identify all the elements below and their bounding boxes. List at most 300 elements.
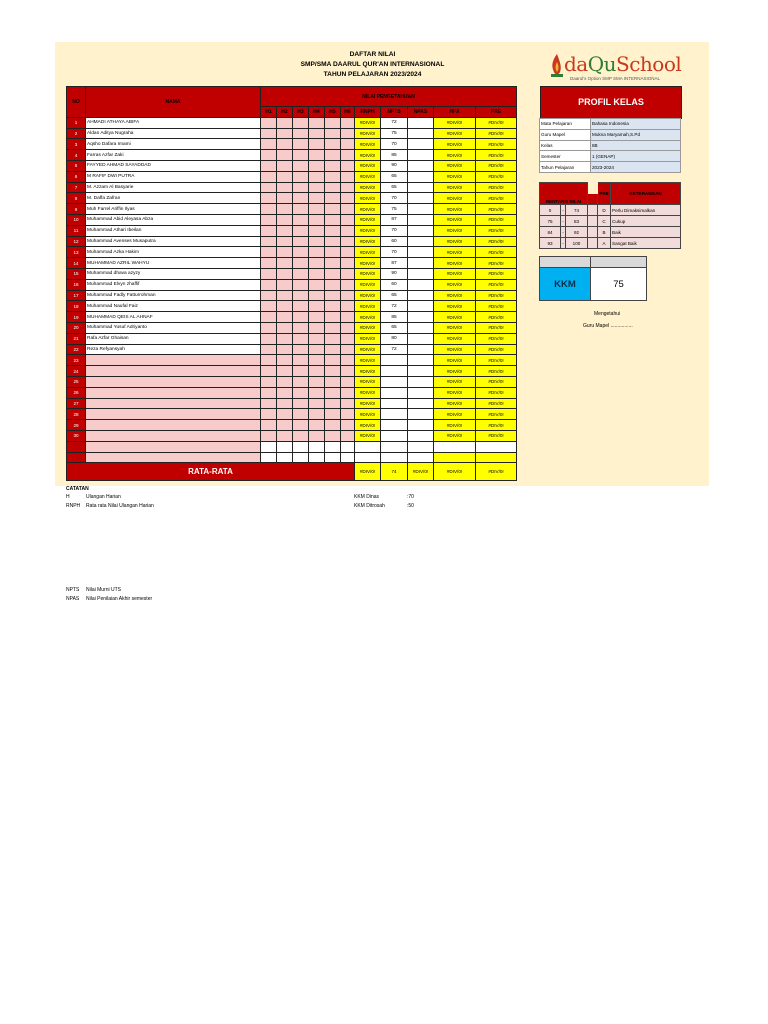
npas-value <box>408 139 434 150</box>
student-name: Muhammad Azka Hakim <box>86 247 261 258</box>
score-h2 <box>277 214 293 225</box>
score-h2 <box>277 430 293 441</box>
npts-value: 87 <box>381 214 408 225</box>
rnph-value: #DIV/0! <box>355 182 381 193</box>
pre-value: #DIV/0! <box>476 387 517 398</box>
score-h5 <box>325 182 341 193</box>
row-number: 30 <box>67 430 86 441</box>
npts-value: 72 <box>381 344 408 355</box>
kkm-dinas-key: KKM Dinas <box>354 494 380 500</box>
predikat-row <box>540 227 681 238</box>
score-h3 <box>293 290 309 301</box>
kkm-dinas-value: :70 <box>407 494 414 500</box>
score-h3 <box>293 214 309 225</box>
row-number: 26 <box>67 387 86 398</box>
range-max: 74 <box>566 205 588 216</box>
score-h6 <box>341 139 355 150</box>
hpa-value: #DIV/0! <box>434 376 476 387</box>
profil-row <box>540 129 681 140</box>
score-h4 <box>309 452 325 463</box>
score-h5 <box>325 387 341 398</box>
note-npts-key: NPTS <box>66 587 80 593</box>
score-h1 <box>261 258 277 269</box>
table-row <box>67 452 517 463</box>
score-h1 <box>261 290 277 301</box>
rnph-value: #DIV/0! <box>355 279 381 290</box>
score-h5 <box>325 441 341 452</box>
hpa-value: #DIV/0! <box>434 290 476 301</box>
score-h4 <box>309 420 325 431</box>
score-h5 <box>325 139 341 150</box>
score-h5 <box>325 225 341 236</box>
hpa-value: #DIV/0! <box>434 204 476 215</box>
score-h5 <box>325 150 341 161</box>
score-h1 <box>261 387 277 398</box>
table-row <box>67 128 517 139</box>
score-h5 <box>325 312 341 323</box>
npts-value: 65 <box>381 182 408 193</box>
score-h3 <box>293 420 309 431</box>
hpa-value: #DIV/0! <box>434 398 476 409</box>
score-h5 <box>325 366 341 377</box>
score-h1 <box>261 333 277 344</box>
row-number: 24 <box>67 366 86 377</box>
col-nama-header: NAMA <box>86 87 261 118</box>
score-h2 <box>277 204 293 215</box>
score-h5 <box>325 409 341 420</box>
rnph-value: #DIV/0! <box>355 225 381 236</box>
row-number <box>67 441 86 452</box>
hpa-value: #DIV/0! <box>434 225 476 236</box>
score-h3 <box>293 387 309 398</box>
score-h1 <box>261 376 277 387</box>
score-h3 <box>293 344 309 355</box>
score-h3 <box>293 409 309 420</box>
row-number: 21 <box>67 333 86 344</box>
score-h6 <box>341 333 355 344</box>
npas-value <box>408 398 434 409</box>
subheader-pre: PRE <box>476 107 517 118</box>
predikat-letter: B <box>598 227 611 238</box>
hpa-value: #DIV/0! <box>434 182 476 193</box>
score-h1 <box>261 214 277 225</box>
student-name: Aldan Aditya Nugraha <box>86 128 261 139</box>
npts-value: 60 <box>381 279 408 290</box>
score-h4 <box>309 322 325 333</box>
score-h6 <box>341 290 355 301</box>
table-row <box>67 441 517 452</box>
student-name <box>86 452 261 463</box>
score-h4 <box>309 150 325 161</box>
hpa-value: #DIV/0! <box>434 268 476 279</box>
npas-value <box>408 290 434 301</box>
score-h2 <box>277 139 293 150</box>
score-h3 <box>293 366 309 377</box>
rnph-value: #DIV/0! <box>355 355 381 366</box>
profil-row <box>540 162 681 173</box>
range-separator: - <box>561 227 566 238</box>
predikat-keterangan: Cukup <box>611 216 681 227</box>
score-h2 <box>277 290 293 301</box>
score-h6 <box>341 322 355 333</box>
profil-key: Mata Pelajaran <box>540 119 591 130</box>
student-name <box>86 398 261 409</box>
npts-value: 65 <box>381 171 408 182</box>
row-number: 17 <box>67 290 86 301</box>
profil-key: Guru Mapel <box>540 129 591 140</box>
score-h1 <box>261 204 277 215</box>
student-name <box>86 441 261 452</box>
profil-row <box>540 119 681 130</box>
range-separator: - <box>561 205 566 216</box>
hpa-value: #DIV/0! <box>434 301 476 312</box>
npas-value <box>408 355 434 366</box>
rnph-value: #DIV/0! <box>355 409 381 420</box>
score-h5 <box>325 268 341 279</box>
range-separator: - <box>561 216 566 227</box>
row-number: 14 <box>67 258 86 269</box>
score-h6 <box>341 247 355 258</box>
npas-value <box>408 409 434 420</box>
score-h5 <box>325 160 341 171</box>
score-h1 <box>261 117 277 128</box>
subheader-npas: NPAS <box>408 107 434 118</box>
npts-value: 90 <box>381 268 408 279</box>
rnph-value: #DIV/0! <box>355 312 381 323</box>
score-h5 <box>325 430 341 441</box>
table-row <box>67 355 517 366</box>
row-number: 22 <box>67 344 86 355</box>
note-npas-key: NPAS <box>66 596 80 602</box>
subheader-h5: H5 <box>325 107 341 118</box>
profil-row <box>540 151 681 162</box>
rnph-value: #DIV/0! <box>355 344 381 355</box>
guru-mapel-sign: Guru Mapel ................ <box>583 323 633 329</box>
profil-value: 2023-2024 <box>591 162 681 173</box>
col-no-header: NO <box>67 87 86 118</box>
table-row <box>67 117 517 128</box>
npts-value: 90 <box>381 160 408 171</box>
hpa-value: #DIV/0! <box>434 236 476 247</box>
npts-value <box>381 409 408 420</box>
pre-value: #DIV/0! <box>476 322 517 333</box>
pre-value: #DIV/0! <box>476 398 517 409</box>
rnph-value: #DIV/0! <box>355 214 381 225</box>
row-number: 29 <box>67 420 86 431</box>
kkm-label: KKM <box>540 268 591 301</box>
note-npts-value: Nilai Murni UTS <box>86 587 122 593</box>
note-rnph-key: RNPH <box>66 503 81 509</box>
row-number: 18 <box>67 301 86 312</box>
score-h3 <box>293 258 309 269</box>
predikat-keterangan: Sangat Baik <box>611 238 681 249</box>
npts-value <box>381 420 408 431</box>
pre-value: #DIV/0! <box>476 344 517 355</box>
score-h2 <box>277 258 293 269</box>
score-h6 <box>341 398 355 409</box>
score-h6 <box>341 258 355 269</box>
score-h1 <box>261 128 277 139</box>
rnph-value: #DIV/0! <box>355 387 381 398</box>
student-name: Aqsho Dafara Imami <box>86 139 261 150</box>
score-h1 <box>261 193 277 204</box>
score-h6 <box>341 301 355 312</box>
pre-value: #DIV/0! <box>476 312 517 323</box>
rnph-value: #DIV/0! <box>355 160 381 171</box>
score-h3 <box>293 139 309 150</box>
table-row <box>67 312 517 323</box>
rnph-value: #DIV/0! <box>355 117 381 128</box>
score-h3 <box>293 150 309 161</box>
note-h-key: H <box>66 494 70 500</box>
score-h3 <box>293 182 309 193</box>
student-name: Rafa Azfar Ghaisan <box>86 333 261 344</box>
score-h2 <box>277 268 293 279</box>
score-h4 <box>309 409 325 420</box>
npas-value <box>408 376 434 387</box>
score-h4 <box>309 344 325 355</box>
range-min: 93 <box>540 238 561 249</box>
pre-value: #DIV/0! <box>476 268 517 279</box>
score-h2 <box>277 366 293 377</box>
student-name: M. Daffa Zafran <box>86 193 261 204</box>
score-h6 <box>341 279 355 290</box>
score-h4 <box>309 268 325 279</box>
rentang-header: RENTANG NILAI <box>540 183 588 205</box>
kkm-value: 75 <box>591 268 647 301</box>
keterangan-header: KETERANGAN <box>611 183 681 205</box>
score-h6 <box>341 204 355 215</box>
score-h5 <box>325 355 341 366</box>
score-h2 <box>277 344 293 355</box>
score-h4 <box>309 355 325 366</box>
score-h3 <box>293 204 309 215</box>
npts-value: 87 <box>381 258 408 269</box>
student-name: FAYYED AHMAD SAYADDAD <box>86 160 261 171</box>
npas-value <box>408 322 434 333</box>
score-h2 <box>277 236 293 247</box>
table-row <box>67 171 517 182</box>
npts-value: 60 <box>381 236 408 247</box>
range-spacer <box>588 238 598 249</box>
table-row <box>67 279 517 290</box>
score-h1 <box>261 430 277 441</box>
score-h3 <box>293 441 309 452</box>
table-row <box>67 214 517 225</box>
pre-value: #DIV/0! <box>476 171 517 182</box>
rnph-value: #DIV/0! <box>355 236 381 247</box>
table-row <box>67 139 517 150</box>
pre-value: #DIV/0! <box>476 139 517 150</box>
hpa-value: #DIV/0! <box>434 117 476 128</box>
profil-value: Mukna Maryamah,S.Pd <box>591 129 681 140</box>
npas-value <box>408 225 434 236</box>
hpa-value: #DIV/0! <box>434 366 476 377</box>
row-number: 23 <box>67 355 86 366</box>
score-h6 <box>341 182 355 193</box>
score-h3 <box>293 279 309 290</box>
npas-value <box>408 452 434 463</box>
score-h6 <box>341 355 355 366</box>
npas-value <box>408 236 434 247</box>
row-number: 3 <box>67 139 86 150</box>
score-h4 <box>309 193 325 204</box>
predikat-letter: A <box>598 238 611 249</box>
npas-value <box>408 279 434 290</box>
table-row <box>67 322 517 333</box>
score-h5 <box>325 344 341 355</box>
rnph-value: #DIV/0! <box>355 193 381 204</box>
score-h1 <box>261 160 277 171</box>
npas-value <box>408 430 434 441</box>
row-number: 10 <box>67 214 86 225</box>
hpa-value: #DIV/0! <box>434 214 476 225</box>
rnph-value: #DIV/0! <box>355 139 381 150</box>
row-number: 15 <box>67 268 86 279</box>
score-h3 <box>293 333 309 344</box>
score-h2 <box>277 193 293 204</box>
avg-npts: 74 <box>381 463 408 481</box>
table-row <box>67 409 517 420</box>
rnph-value: #DIV/0! <box>355 204 381 215</box>
npas-value <box>408 160 434 171</box>
student-name: Muhammad Elvyn zhaffif <box>86 279 261 290</box>
hpa-value: #DIV/0! <box>434 171 476 182</box>
score-h3 <box>293 268 309 279</box>
score-h6 <box>341 420 355 431</box>
score-h3 <box>293 236 309 247</box>
score-h5 <box>325 247 341 258</box>
rnph-value: #DIV/0! <box>355 366 381 377</box>
note-rnph-value: Rata rata Nilai Ulangan Harian <box>86 503 154 509</box>
rnph-value: #DIV/0! <box>355 420 381 431</box>
score-h2 <box>277 333 293 344</box>
score-h1 <box>261 150 277 161</box>
range-separator: - <box>561 238 566 249</box>
score-h5 <box>325 279 341 290</box>
score-h6 <box>341 312 355 323</box>
hpa-value <box>434 452 476 463</box>
kkm-ditrosah-value: :50 <box>407 503 414 509</box>
score-h2 <box>277 441 293 452</box>
student-name: MUHAMMAD AZRIL WAHYU <box>86 258 261 269</box>
hpa-value: #DIV/0! <box>434 139 476 150</box>
pre-value: #DIV/0! <box>476 366 517 377</box>
score-h3 <box>293 452 309 463</box>
subheader-h6: H6 <box>341 107 355 118</box>
score-h4 <box>309 279 325 290</box>
npts-value <box>381 452 408 463</box>
row-number: 13 <box>67 247 86 258</box>
rnph-value: #DIV/0! <box>355 258 381 269</box>
range-spacer <box>588 227 598 238</box>
student-name: AHMADI ATHAYA ABIFA <box>86 117 261 128</box>
score-h5 <box>325 452 341 463</box>
hpa-value: #DIV/0! <box>434 258 476 269</box>
score-h2 <box>277 171 293 182</box>
rnph-value: #DIV/0! <box>355 290 381 301</box>
row-number: 1 <box>67 117 86 128</box>
score-h5 <box>325 290 341 301</box>
table-row <box>67 430 517 441</box>
npts-value <box>381 441 408 452</box>
score-h1 <box>261 225 277 236</box>
score-h5 <box>325 117 341 128</box>
student-name: Reza Refyansyah <box>86 344 261 355</box>
student-name: Muhammad Athari Ibeilan <box>86 225 261 236</box>
table-row <box>67 247 517 258</box>
score-h4 <box>309 182 325 193</box>
score-h3 <box>293 398 309 409</box>
score-h5 <box>325 258 341 269</box>
table-row <box>67 333 517 344</box>
score-h4 <box>309 128 325 139</box>
avg-npas: #DIV/0! <box>408 463 434 481</box>
range-min: 0 <box>540 205 561 216</box>
score-h4 <box>309 301 325 312</box>
hpa-value: #DIV/0! <box>434 409 476 420</box>
npas-value <box>408 214 434 225</box>
profil-kelas-title: PROFIL KELAS <box>540 86 682 119</box>
score-h3 <box>293 171 309 182</box>
score-h1 <box>261 420 277 431</box>
range-max: 100 <box>566 238 588 249</box>
score-h4 <box>309 247 325 258</box>
npas-value <box>408 301 434 312</box>
rnph-value: #DIV/0! <box>355 128 381 139</box>
mengetahui-text: Mengetahui <box>594 311 621 317</box>
score-h6 <box>341 409 355 420</box>
npts-value: 70 <box>381 225 408 236</box>
student-name: Muhammad Avenses Musaputra <box>86 236 261 247</box>
npas-value <box>408 150 434 161</box>
group-header: NILAI PENGETAHUAN <box>261 87 517 107</box>
note-h-value: Ulangan Harian <box>86 494 121 500</box>
score-h2 <box>277 452 293 463</box>
table-row <box>67 204 517 215</box>
table-row <box>67 387 517 398</box>
pre-value: #DIV/0! <box>476 355 517 366</box>
score-h2 <box>277 279 293 290</box>
table-row <box>67 268 517 279</box>
student-name <box>86 430 261 441</box>
hpa-value: #DIV/0! <box>434 387 476 398</box>
predikat-letter: C <box>598 216 611 227</box>
score-h3 <box>293 312 309 323</box>
avg-pre: #DIV/0! <box>476 463 517 481</box>
predikat-keterangan: Perlu Dimaksimalkan <box>611 205 681 216</box>
score-h3 <box>293 301 309 312</box>
pre-value: #DIV/0! <box>476 420 517 431</box>
score-h4 <box>309 171 325 182</box>
score-h6 <box>341 452 355 463</box>
student-name: Muhammad dhava azyzy <box>86 268 261 279</box>
score-h4 <box>309 204 325 215</box>
npas-value <box>408 182 434 193</box>
predikat-row <box>540 216 681 227</box>
npas-value <box>408 268 434 279</box>
table-row <box>67 236 517 247</box>
npts-value <box>381 366 408 377</box>
score-h4 <box>309 160 325 171</box>
score-h4 <box>309 290 325 301</box>
score-h3 <box>293 225 309 236</box>
npas-value <box>408 204 434 215</box>
score-h4 <box>309 214 325 225</box>
avg-hpa: #DIV/0! <box>434 463 476 481</box>
score-h2 <box>277 387 293 398</box>
score-h1 <box>261 409 277 420</box>
